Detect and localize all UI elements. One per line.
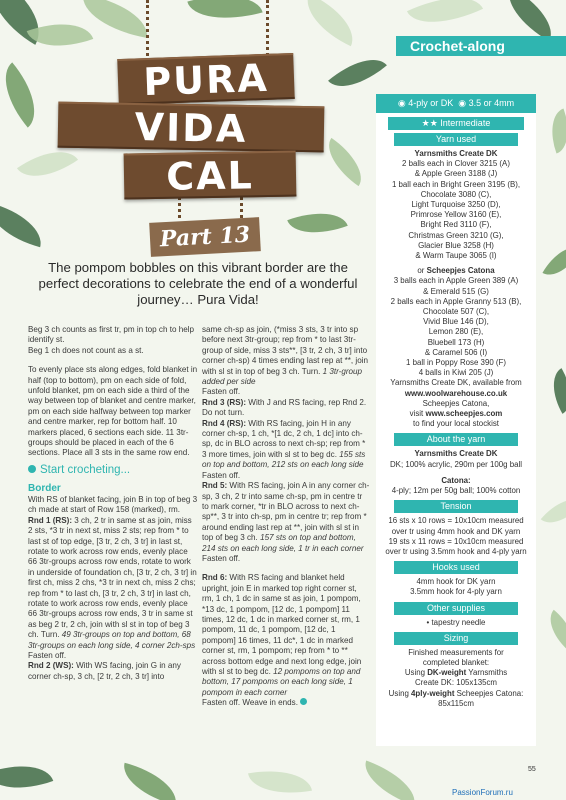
url-link[interactable]: www.woolwarehouse.co.uk <box>404 388 508 398</box>
materials-sidebar <box>376 94 536 746</box>
leaf-decoration <box>248 763 312 800</box>
leaf-decoration <box>296 0 363 46</box>
border-heading: Border <box>28 482 61 494</box>
title-sign-pura: PURA <box>117 53 294 105</box>
yarn-used-heading: Yarn used <box>394 133 518 146</box>
bullet-dot-icon <box>28 465 36 473</box>
about-yarn-block: Yarnsmiths Create DK DK; 100% acrylic, 290m per 100g ball Catona: 4-ply; 12m per 50g ball; 100% cotton <box>389 449 523 496</box>
start-heading: Start crocheting... <box>28 463 198 477</box>
intro-text: The pompom bobbles on this vibrant border are the perfect decorations to celebrate the end of a wonderful journey… Pura Vida! <box>38 260 358 307</box>
paragraph: Rnd 3 (RS): With J and RS facing, rep Rnd 2. Do not turn. <box>202 397 367 418</box>
level-badge: ★★ Intermediate <box>388 117 524 130</box>
paragraph: With RS of blanket facing, join B in top of beg 3 ch made at start of Row 158 (marked), rm. <box>28 494 198 515</box>
leaf-decoration <box>357 761 422 800</box>
paragraph: Fasten off. <box>202 553 241 563</box>
url-link[interactable]: www.scheepjes.com <box>425 409 503 419</box>
paragraph: same ch-sp as join, (*miss 3 sts, 3 tr into sp before next 3tr-group; rep from * to last 3tr-group of side, miss 3 sts**, [3 tr, 2 ch, 3 tr] into corner ch-sp) 4 times ending last rep at **, join with sl st in top of beg 3 ch. Turn. 1 3tr-group added per side <box>202 325 369 387</box>
leaf-decoration <box>542 368 566 414</box>
sizing-heading: Sizing <box>394 632 518 645</box>
about-yarn-heading: About the yarn <box>394 433 518 446</box>
paragraph: Fasten off. Weave in ends. <box>202 698 370 708</box>
leaf-decoration <box>540 610 566 653</box>
instructions-column-1 <box>28 325 198 682</box>
hooks-block: 4mm hook for DK yarn 3.5mm hook for 4-ply yarn <box>410 577 502 597</box>
yarn-ball-icon: ◉ <box>397 98 406 108</box>
paragraph: Rnd 2 (WS): With WS facing, join G in any corner ch-sp, 3 ch, [2 tr, 2 ch, 3 tr] into <box>28 661 181 681</box>
sizing-block: Finished measurements for completed blanket: Using DK-weight Yarnsmiths Create DK: 105x135cm Using 4ply-weight Scheepjes Catona: 85x115cm <box>388 647 524 708</box>
leaf-decoration <box>0 203 48 248</box>
tension-block: 16 sts x 10 rows = 10x10cm measured over tr using 4mm hook and DK yarn 19 sts x 11 rows = 10x10cm measured over tr using 3.5mm hook and 4-ply yarn <box>385 516 527 556</box>
paragraph: Fasten off. <box>28 650 67 660</box>
paragraph: Rnd 5: With RS facing, join A in any corner ch-sp, 3 ch, 2 tr into same ch-sp, pm in centre tr to mark corner, *tr in BLO across to next ch-sp**, 3 tr into ch-sp, pm in centre tr; rep from * around ending last rep at **, join with sl st in top of beg 3 ch. 157 sts on top and bottom, 214 sts on each long side, 1 tr in each corner <box>202 481 370 553</box>
leaf-decoration <box>187 0 262 31</box>
leaf-decoration <box>542 238 566 284</box>
leaf-decoration <box>541 489 566 534</box>
section-banner: Crochet-along <box>396 36 566 56</box>
end-dot-icon <box>300 698 307 705</box>
paragraph: Beg 3 ch counts as first tr, pm in top ch to help identify st. <box>28 325 195 345</box>
leaf-decoration <box>328 45 387 100</box>
watermark: PassionForum.ru <box>452 788 513 797</box>
paragraph: Fasten off. <box>202 387 241 397</box>
hooks-heading: Hooks used <box>394 561 518 574</box>
paragraph: To evenly place sts along edges, fold blanket in half (top to bottom), pm on each side of fold, unfold blanket, pm on each side a third of the way between top of blanket and centre marker, pm on each side halfway between top marker and centre marker, rep for bottom half. 10 markers placed, 6 sections each side. 11 3tr-groups should be placed in each of the 6 sections. Place all 3 sts in the same row end. <box>28 365 198 458</box>
yarn2-block: or Scheepjes Catona 3 balls each in Apple Green 389 (A) & Emerald 515 (G) 2 balls each in Apple Granny 513 (B), Chocolate 507 (C), Vivid Blue 146 (D), Lemon 280 (E), Bluebell 173 (H) & Caramel 506 (I) 1 ball in Poppy Rose 390 (F) 4 balls in Kiwi 205 (J) Yarnsmiths Create DK, available from www.woolwarehouse.co.uk Scheepjes Catona, visit www.scheepjes.com to find your local stockist <box>390 266 522 429</box>
page-number: 55 <box>528 766 536 773</box>
leaf-decoration <box>497 0 563 41</box>
yarn1-block: Yarnsmiths Create DK 2 balls each in Clover 3215 (A) & Apple Green 3188 (J) 1 ball each in Bright Green 3195 (B), Chocolate 3080 (C), Light Turquoise 3250 (D), Primrose Yellow 3160 (E), Bright Red 3110 (F), Christmas Green 3210 (G), Glacier Blue 3258 (H) & Warm Taupe 3065 (I) <box>391 149 521 261</box>
leaf-decoration <box>407 0 483 38</box>
hook-icon: ◉ <box>458 98 467 108</box>
leaf-decoration <box>318 138 373 186</box>
leaf-decoration <box>0 753 53 800</box>
tension-heading: Tension <box>394 500 518 513</box>
part-sign: Part 13 <box>149 217 261 257</box>
supplies-heading: Other supplies <box>394 602 518 615</box>
paragraph: Rnd 6: With RS facing and blanket held upright, join E in marked top right corner st, rm, 1 ch, 1 dc in same st as join, 1 pompom, *13 dc, 1 pompom, [12 dc, 1 pompom] 11 times, 12 dc, 1 dc in marked corner st, rm, 1 pompom, 11 dc, 1 pompom, [12 dc, 1 pompom] 16 times, 11 dc*, 1 dc in marked corner st, rm, 1 pompom; rep from * to ** across bottom edge and next long edge, join with sl st to beg dc. 12 pompoms on top and bottom, 17 pompoms on each long side, 1 pompom in each corner <box>202 573 362 697</box>
leaf-decoration <box>117 763 182 800</box>
yarn-hook-bar: ◉ 4-ply or DK ◉ 3.5 or 4mm <box>376 94 536 113</box>
title-sign-cal: CAL <box>124 151 297 200</box>
leaf-decoration <box>0 62 51 127</box>
supplies-block: • tapestry needle <box>426 617 486 627</box>
leaf-decoration <box>27 11 94 60</box>
title-sign-vida: VIDA <box>58 102 325 153</box>
paragraph: Beg 1 ch does not count as a st. <box>28 345 144 355</box>
leaf-decoration <box>287 201 348 244</box>
paragraph: Rnd 4 (RS): With RS facing, join H in any corner ch-sp, 1 ch, *[1 dc, 2 ch, 1 dc] into ch-sp, dc in BLO across to next ch-sp; rep from * 3 more times, join with sl st to beg dc. 155 sts on top and bottom, 212 sts on each long side <box>202 418 366 470</box>
paragraph: Rnd 1 (RS): 3 ch, 2 tr in same st as join, miss 2 sts, *3 tr in next st, miss 2 sts; rep from * to last st of top edge, [3 tr, 2 ch, 3 tr] in last st, rotate to work across row ends, evenly place 66 3tr-groups across row ends, rotate to work in underside of foundation ch, [3 tr, 2 ch, 3 tr] in first ch, miss 2 chs, *3 tr in next ch, miss 2 chs; rep from * to last ch, [3 tr, 2 ch, 3 tr] in last ch, rotate to work across row ends, evenly place 66 3tr-groups across row ends, 3 tr in same st as beg 2 tr, 2 ch, join with sl st in top of beg 3 ch. Turn. 49 3tr-groups on top and bottom, 68 3tr-groups on each long side, 4 corner 2ch-sps <box>28 515 197 650</box>
leaf-decoration <box>543 108 566 153</box>
paragraph: Fasten off. <box>202 470 241 480</box>
instructions-column-2 <box>202 325 370 709</box>
sign-chain <box>146 0 152 62</box>
